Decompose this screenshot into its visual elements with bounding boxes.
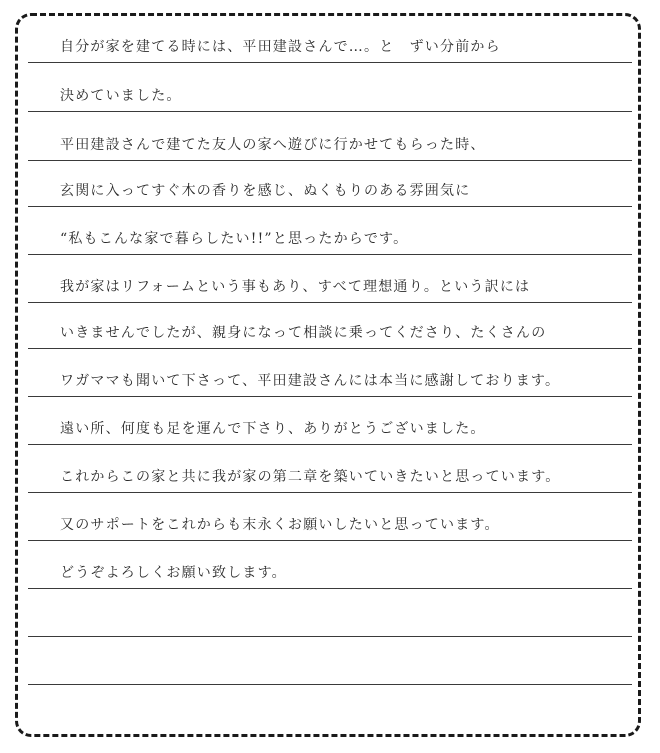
letter-line-4: 玄関に入ってすぐ木の香りを感じ、ぬくもりのある雰囲気に [60, 183, 471, 199]
letter-line-15 [60, 690, 630, 720]
ruled-line [28, 206, 632, 207]
ruled-line [28, 444, 632, 445]
letter-line-3: 平田建設さんで建てた友人の家へ遊びに行かせてもらった時、 [60, 137, 486, 153]
letter-line-6: 我が家はリフォームという事もあり、すべて理想通り。という訳には [60, 279, 531, 295]
ruled-line [28, 396, 632, 397]
ruled-line [28, 62, 632, 63]
letter-line-10: これからこの家と共に我が家の第二章を築いていきたいと思っています。 [60, 469, 561, 485]
ruled-line [28, 588, 632, 589]
ruled-line [28, 684, 632, 685]
letter-line-8: ワガママも聞いて下さって、平田建設さんには本当に感謝しております。 [60, 373, 561, 389]
ruled-line [28, 111, 632, 112]
ruled-line [28, 636, 632, 637]
letter-line-1: 自分が家を建てる時には、平田建設さんで…。と ずい分前から [60, 39, 501, 55]
letter-line-11: 又のサポートをこれからも末永くお願いしたいと思っています。 [60, 517, 500, 533]
letter-line-2: 決めていました。 [60, 88, 182, 104]
letter-line-7: いきませんでしたが、親身になって相談に乗ってくださり、たくさんの [60, 325, 547, 341]
ruled-line [28, 254, 632, 255]
letter-line-5: “私もこんな家で暮らしたい!!”と思ったからです。 [60, 231, 409, 247]
ruled-line [28, 302, 632, 303]
letter-line-9: 遠い所、何度も足を運んで下さり、ありがとうございました。 [60, 421, 486, 437]
ruled-line [28, 492, 632, 493]
letter-line-13 [60, 606, 630, 636]
ruled-line [28, 160, 632, 161]
ruled-line [28, 348, 632, 349]
letter-line-14 [60, 654, 630, 684]
letter-line-12: どうぞよろしくお願い致します。 [60, 565, 287, 581]
ruled-line [28, 540, 632, 541]
